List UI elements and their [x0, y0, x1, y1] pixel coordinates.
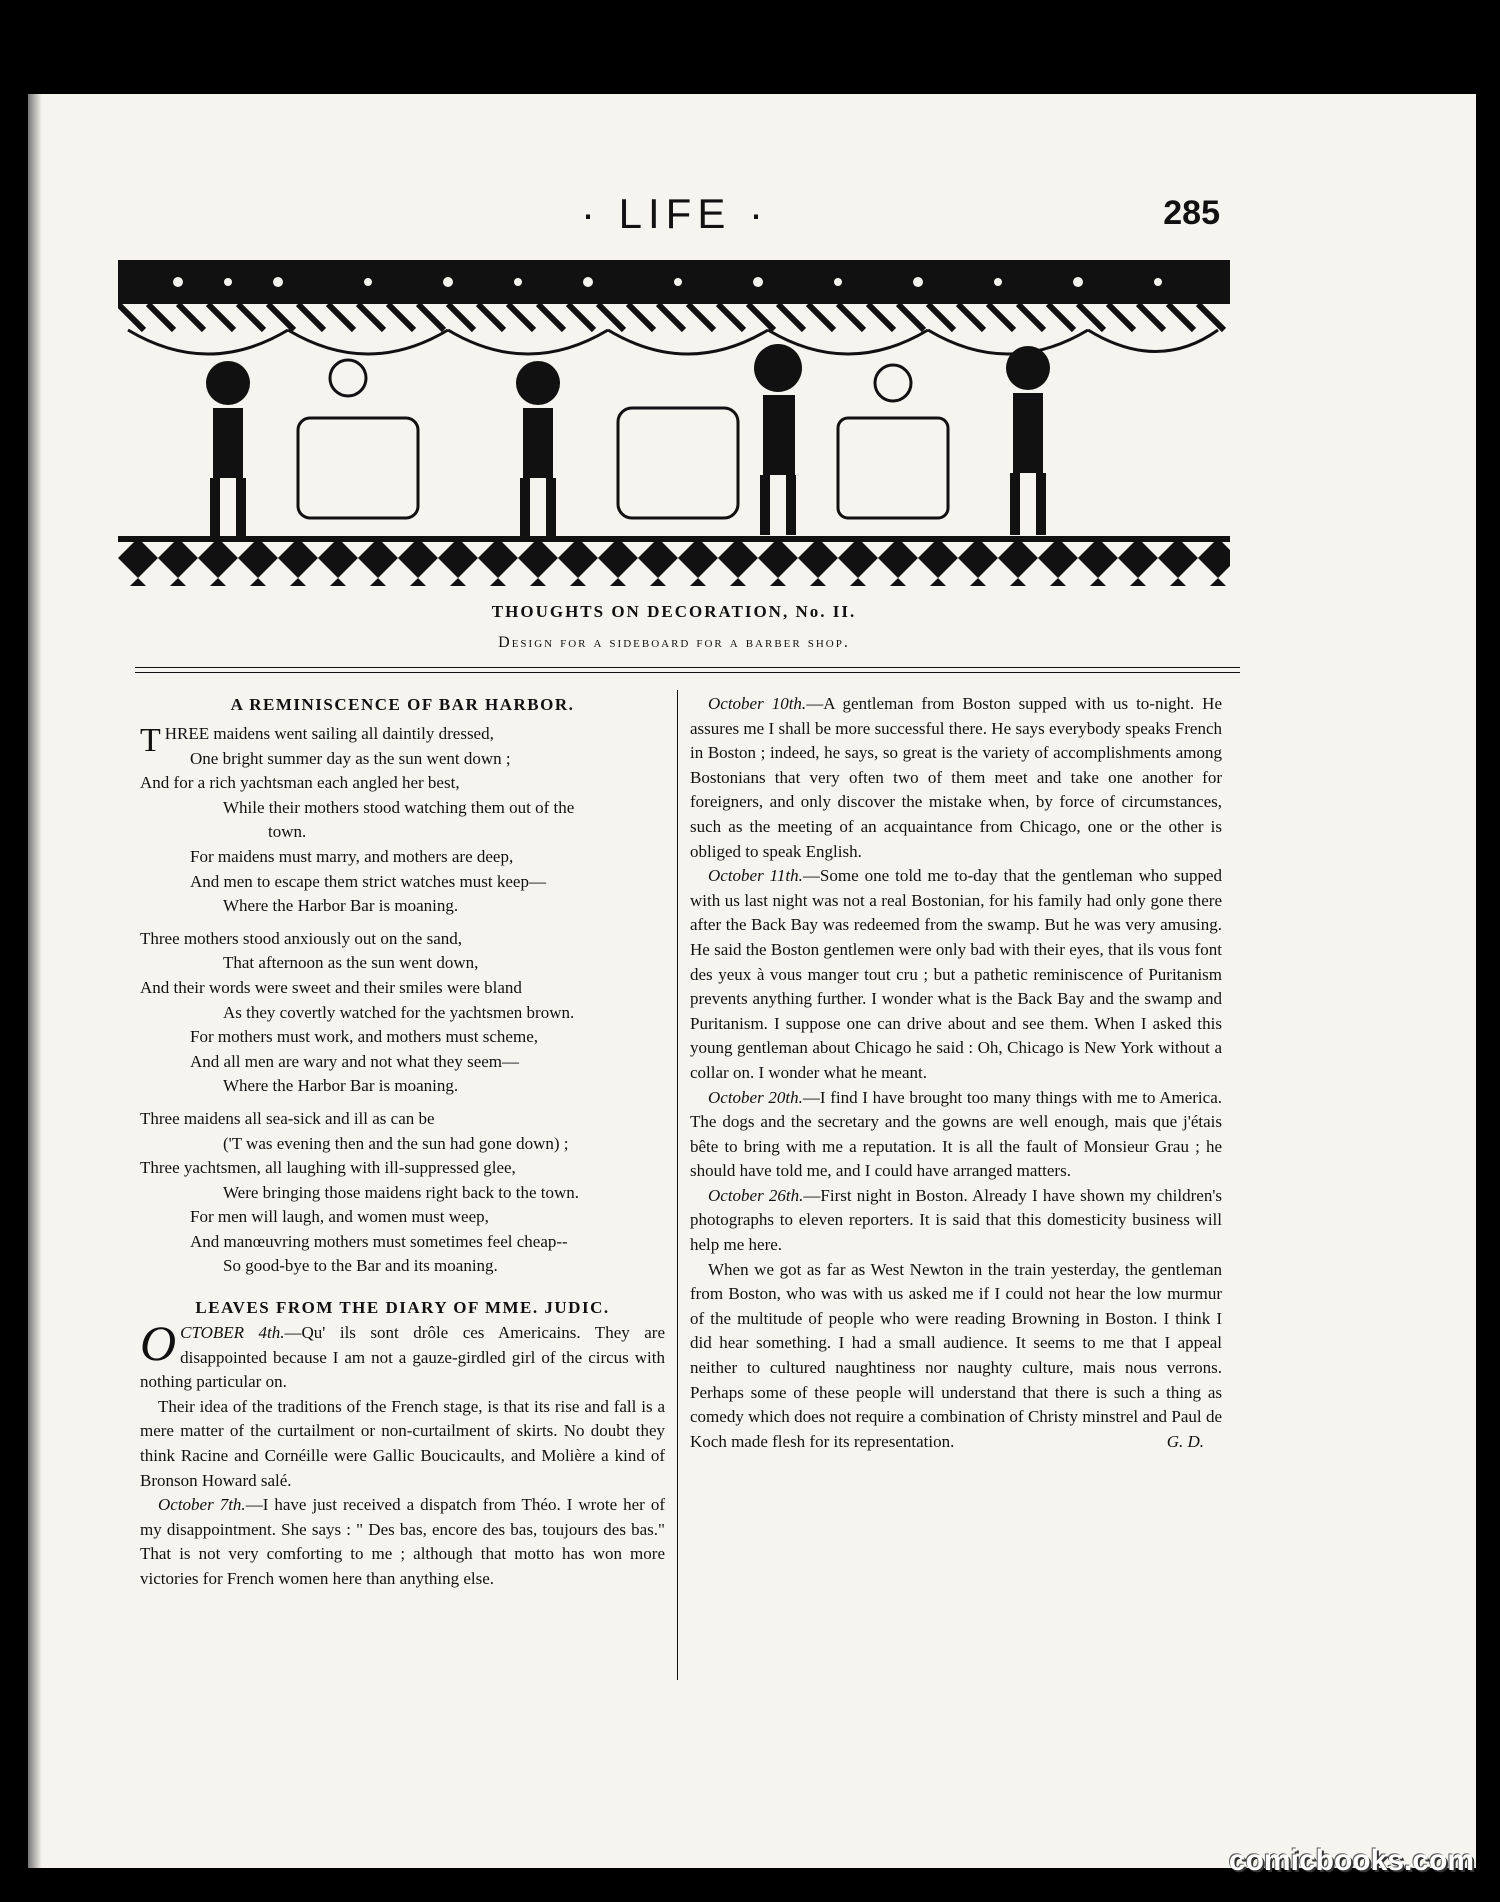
poem-line: Three maidens all sea-sick and ill as can be	[140, 1108, 435, 1128]
poem-line: And all men are wary and not what they seem—	[190, 1051, 520, 1071]
poem-line: Where the Harbor Bar is moaning.	[223, 1076, 459, 1096]
watermark-logo: comicbooks.com	[1228, 1844, 1474, 1877]
diary-paragraph: October 11th.—Some one told me to-day that the gentleman who supped with us last night was not a real Bostonian, for his family had only gone there after the Back Bay was redeemed from the swamp. But he was very amusing. He said the Boston gentlemen were only bad with their eyes, that ils vous font des yeux à vous manger tout cru ; but a pathetic reminiscence of Puritanism prevents anything further. I wonder what is the Back Bay and the swamp and Puritanism. I suppose one can drive about and see them. When I asked this young gentleman about Chicago he said : Oh, Chicago is New York without a collar on. I wonder what he meant.	[690, 866, 1222, 1082]
poem-line: While their mothers stood watching them out of the	[223, 797, 575, 817]
poem-title: A REMINISCENCE OF BAR HARBOR.	[230, 695, 575, 714]
double-rule-bottom	[135, 672, 1240, 673]
diary-paragraph: October 7th.—I have just received a dispatch from Théo. I wrote her of my disappointment. She says : " Des bas, encore des bas, toujours des bas." That is not very comforting to me ; although that motto has won more victories for French women here than anything else.	[140, 1495, 665, 1588]
poem-line: town.	[268, 822, 307, 842]
diary-title: LEAVES FROM THE DIARY OF MME. JUDIC.	[195, 1298, 610, 1318]
poem-line: ('T was evening then and the sun had gone down) ;	[223, 1133, 569, 1153]
diary-paragraph: OCTOBER 4th.—Qu' ils sont drôle ces Americains. They are disappointed because I am not a gauze-girdled girl of the circus with nothing particular on.	[140, 1315, 665, 1392]
diary-drop-cap: O	[140, 1315, 177, 1372]
diary-left-column	[140, 1315, 665, 1592]
diary-paragraph: October 26th.—First night in Boston. Already I have shown my children's photographs to eleven reporters. It is said that this domesticity business will help me here.	[690, 1185, 1222, 1255]
diary-date: October 26th.	[708, 1185, 804, 1205]
diary-date: October 20th.	[708, 1087, 803, 1107]
illustration-caption-title: THOUGHTS ON DECORATION, No. II.	[491, 602, 857, 621]
diary-right-column	[690, 692, 1222, 1454]
poem-line: Three yachtsmen, all laughing with ill-suppressed glee,	[140, 1158, 516, 1178]
right-column	[690, 692, 1222, 1454]
poem-line: Where the Harbor Bar is moaning.	[223, 896, 459, 916]
signature: G. D.	[1166, 1431, 1204, 1451]
poem-drop-cap: T	[140, 722, 161, 759]
masthead-title: · LIFE ·	[580, 190, 769, 237]
diary-paragraph: October 20th.—I find I have brought too many things with me to America. The dogs and the secretary and the gowns are well enough, mais que j'étais bête to bring with me a reputation. It is all the fault of Monsieur Grau ; he should have told me, and I could have arranged matters.	[690, 1087, 1222, 1181]
poem-line: One bright summer day as the sun went down ;	[190, 748, 511, 768]
poem-line: And for a rich yachtsman each angled her best,	[140, 773, 460, 793]
page-header	[130, 190, 1220, 250]
poem-stanza	[140, 927, 665, 1099]
page-number: 285	[1163, 194, 1220, 232]
left-column	[140, 692, 665, 1592]
poem-line: And manœuvring mothers must sometimes feel cheap--	[190, 1231, 568, 1251]
diary-paragraph: Their idea of the traditions of the French stage, is that its rise and fall is a mere matter of the curtailment or non-curtailment of skirts. No doubt they think Racine and Cornéille were Gallic Boucicaults, and Molière a kind of Bronson Howard salé.	[140, 1396, 665, 1490]
poem-line: As they covertly watched for the yachtsmen brown.	[223, 1002, 575, 1022]
poem-line: That afternoon as the sun went down,	[223, 953, 479, 973]
diary-date: October 7th.	[158, 1495, 246, 1515]
poem-line: And their words were sweet and their smiles were bland	[140, 977, 522, 997]
poem-body	[140, 722, 665, 1279]
poem-line: Were bringing those maidens right back to the town.	[223, 1182, 580, 1202]
double-rule-top	[135, 667, 1240, 668]
column-divider	[677, 690, 678, 1680]
diary-date: CTOBER 4th.	[180, 1323, 285, 1343]
diary-date: October 10th.	[708, 694, 807, 713]
poem-line: Three mothers stood anxiously out on the sand,	[140, 928, 463, 948]
poem-stanza	[140, 722, 665, 919]
poem-line: For maidens must marry, and mothers are deep,	[190, 846, 514, 866]
illustration-caption-subtitle: Design for a sideboard for a barber shop.	[498, 634, 850, 651]
poem-line: So good-bye to the Bar and its moaning.	[223, 1256, 498, 1276]
poem-line: And men to escape them strict watches must keep—	[190, 871, 546, 891]
diary-date: October 11th.	[708, 866, 803, 886]
poem-stanza	[140, 1107, 665, 1279]
barber-shop-sideboard-illustration	[118, 258, 1230, 586]
poem-line: For mothers must work, and mothers must scheme,	[190, 1027, 538, 1047]
poem-line: THREE maidens went sailing all daintily dressed,	[140, 722, 494, 759]
diary-paragraph: October 10th.—A gentleman from Boston supped with us to-night. He assures me I shall be more successful there. He says everybody speaks French in Boston ; indeed, he says, so great is the variety of accomplishments among Bostonians that very often two of them meet and take one another for foreigners, and only discover the mistake when, by force of circumstances, such as the meeting of an acquaintance from Chicago, one or the other is obliged to speak English.	[690, 694, 1222, 861]
binding-gutter	[28, 94, 42, 1868]
poem-line: For men will laugh, and women must weep,	[190, 1207, 489, 1227]
diary-paragraph: When we got as far as West Newton in the train yesterday, the gentleman from Boston, who was with us asked me if I could not hear the low murmur of the multitude of people who were reading Browning in Boston. I think I did hear something. I had a small audience. It seems to me that I appeal neither to cultured naughtiness nor naughty culture, mais nous verrons. Perhaps some of these people will understand that there is such a thing as comedy which does not require a combination of Christy minstrel and Paul de Koch made flesh for its representation. G. D.	[690, 1258, 1222, 1455]
